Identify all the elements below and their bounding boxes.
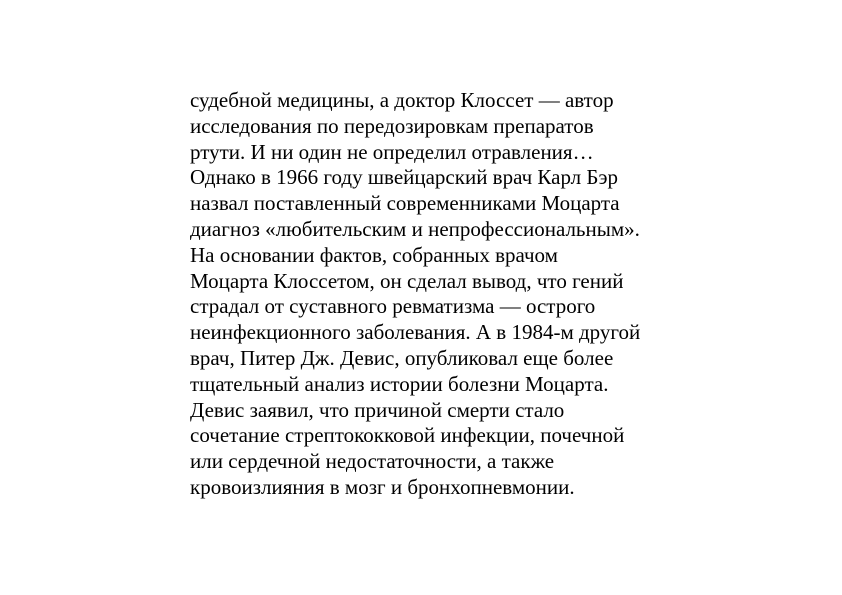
body-paragraph <box>190 88 690 501</box>
text-line: назвал поставленный современниками Моцарта <box>190 191 620 216</box>
text-line: страдал от суставного ревматизма — острого <box>190 294 596 319</box>
text-line: сочетание стрептококковой инфекции, почечной <box>190 423 625 448</box>
text-line: кровоизлияния в мозг и бронхопневмонии. <box>190 474 575 499</box>
text-line: диагноз «любительским и непрофессиональным». <box>190 216 640 241</box>
text-line: врач, Питер Дж. Девис, опубликовал еще более <box>190 345 614 370</box>
text-line: Девис заявил, что причиной смерти стало <box>190 397 565 422</box>
text-line: На основании фактов, собранных врачом <box>190 242 558 267</box>
text-line: или сердечной недостаточности, а также <box>190 449 555 474</box>
text-line: ртути. И ни один не определил отравления… <box>190 139 594 164</box>
text-line: Моцарта Клоссетом, он сделал вывод, что гений <box>190 268 624 293</box>
text-line: неинфекционного заболевания. А в 1984-м другой <box>190 320 641 345</box>
text-line: судебной медицины, а доктор Клоссет — автор <box>190 88 614 112</box>
text-line: тщательный анализ истории болезни Моцарта. <box>190 371 609 396</box>
text-line: исследования по передозировкам препаратов <box>190 113 594 138</box>
text-line: Однако в 1966 году швейцарский врач Карл Бэр <box>190 165 618 190</box>
